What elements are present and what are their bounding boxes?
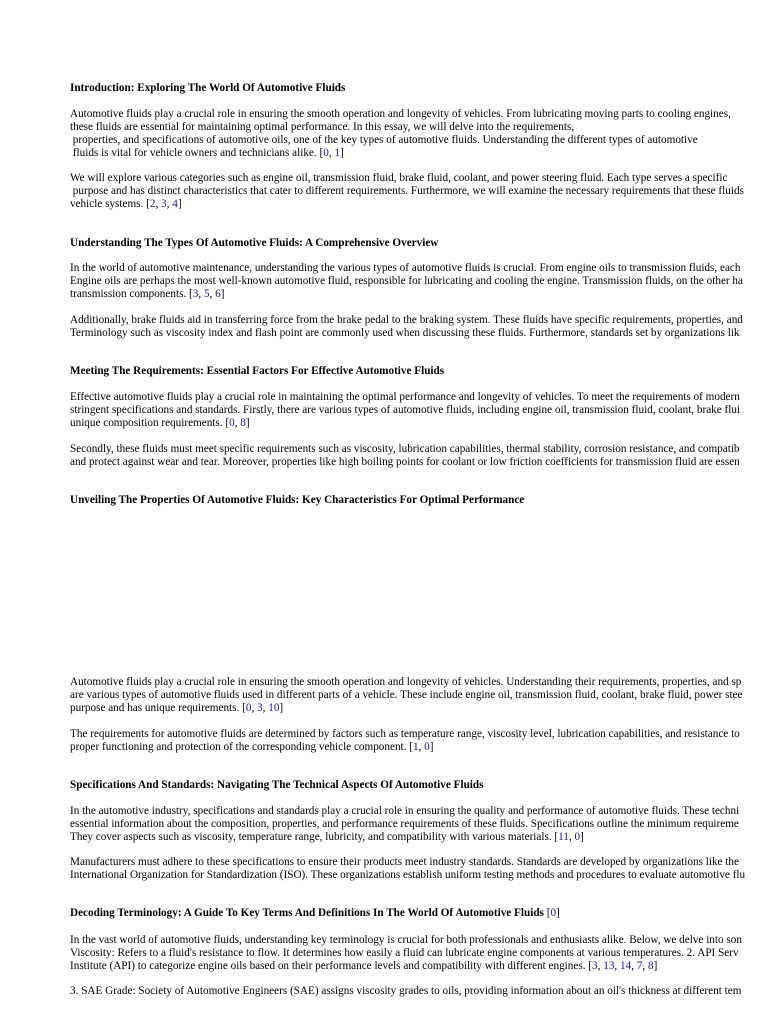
paragraph-line: In the vast world of automotive fluids, understanding key terminology is crucial for both professionals and enthusiasts alike. Below, we delve into son — [70, 934, 742, 946]
paragraph-line: We will explore various categories such as engine oil, transmission fluid, brake fluid, coolant, and power steering fluid. Each type serves a specific — [70, 172, 728, 184]
paragraph-line: these fluids are essential for maintaining optimal performance. In this essay, we will delve into the requirements, — [70, 121, 575, 133]
paragraph-line: stringent specifications and standards. Firstly, there are various types of automotive fluids, including engine oil, transmission fluid, coolant, brake flui — [70, 404, 741, 416]
paragraph-line: Institute (API) to categorize engine oils based on their performance levels and compatibility with different engines. [3, 13, 14, 7, 8] — [70, 960, 658, 972]
citation-link[interactable]: 13 — [603, 960, 615, 972]
paragraph-line: properties, and specifications of automotive oils, one of the key types of automotive fluids. Understanding the different types of automotive — [70, 134, 698, 146]
paragraph-line: fluids is vital for vehicle owners and technicians alike. [0, 1] — [70, 147, 344, 159]
paragraph-line: Viscosity: Refers to a fluid's resistance to flow. It determines how easily a fluid can lubricate engine components at various temperatures. 2. API Serv — [70, 947, 739, 959]
paragraph-line: proper functioning and protection of the corresponding vehicle component. [1, 0] — [70, 741, 434, 753]
paragraph-line: Secondly, these fluids must meet specific requirements such as viscosity, lubrication capabilities, thermal stability, corrosion resistance, and compatib — [70, 443, 740, 455]
citation-link[interactable]: 1 — [334, 147, 340, 159]
citation-link[interactable]: 0 — [424, 741, 430, 753]
citation-link[interactable]: 0 — [574, 831, 581, 843]
paragraph-line: essential information about the composition, properties, and performance requirements of these fluids. Specifications outline the minimum requireme — [70, 818, 739, 830]
section-heading: Understanding The Types Of Automotive Fluids: A Comprehensive Overview — [70, 237, 439, 249]
citation-link[interactable]: 3 — [192, 288, 199, 300]
paragraph-line: purpose and has distinct characteristics that cater to different requirements. Furthermore, we will examine the necessary requirements that these fluids — [70, 185, 744, 197]
citation-link[interactable]: 0 — [550, 907, 557, 919]
paragraph-line: The requirements for automotive fluids are determined by factors such as temperature range, viscosity level, lubrication capabilities, and resistance to — [70, 728, 740, 740]
section-heading: Introduction: Exploring The World Of Automotive Fluids — [70, 82, 346, 94]
section-heading: Meeting The Requirements: Essential Factors For Effective Automotive Fluids — [70, 365, 445, 377]
paragraph-line: transmission components. [3, 5, 6] — [70, 288, 225, 300]
citation-link[interactable]: 11 — [558, 831, 569, 843]
citation-link[interactable]: 3 — [592, 960, 598, 972]
paragraph-line: In the automotive industry, specifications and standards play a crucial role in ensuring the quality and performance of automotive fluids. These techni — [70, 805, 740, 817]
paragraph-line: 3. SAE Grade: Society of Automotive Engineers (SAE) assigns viscosity grades to oils, providing information about an oil's thickness at different tem — [70, 985, 742, 997]
paragraph-line: Additionally, brake fluids aid in transferring force from the brake pedal to the braking system. These fluids have specific requirements, properties, and — [70, 314, 743, 326]
citation-link[interactable]: 2 — [149, 198, 156, 210]
citation-link[interactable]: 1 — [412, 741, 419, 753]
paragraph-line: They cover aspects such as viscosity, temperature range, lubricity, and compatibility with various materials. [11, 0] — [70, 831, 584, 843]
paragraph-line: are various types of automotive fluids used in different parts of a vehicle. These include engine oil, transmission fluid, coolant, brake fluid, power stee — [70, 689, 743, 701]
paragraph-line: Terminology such as viscosity index and flash point are commonly used when discussing these fluids. Furthermore, standards set by organizations lik — [70, 327, 740, 339]
paragraph-line: Automotive fluids play a crucial role in ensuring the smooth operation and longevity of vehicles. Understanding their requirements, properties, and sp — [70, 676, 742, 688]
paragraph-line: purpose and has unique requirements. [0, 3, 10] — [70, 702, 284, 714]
paragraph-line: and protect against wear and tear. Moreover, properties like high boiling points for coolant or low friction coefficients for transmission fluid are essen — [70, 456, 740, 468]
citation-link[interactable]: 4 — [172, 198, 178, 210]
paragraph-line: In the world of automotive maintenance, understanding the various types of automotive fluids is crucial. From engine oils to transmission fluids, each — [70, 262, 741, 274]
citation-link[interactable]: 5 — [203, 288, 210, 300]
paragraph-line: International Organization for Standardization (ISO). These organizations establish uniform testing methods and procedures to evaluate automotive flu — [70, 869, 746, 881]
citation-link[interactable]: 0 — [323, 147, 329, 159]
paragraph-line: Manufacturers must adhere to these specifications to ensure their products meet industry standards. Standards are developed by organizations like the — [70, 856, 739, 868]
citation-link[interactable]: 6 — [215, 288, 221, 300]
citation-link[interactable]: 7 — [636, 960, 643, 972]
citation-link[interactable]: 8 — [240, 417, 246, 429]
citation-link[interactable]: 0 — [245, 702, 252, 714]
paragraph-line: Engine oils are perhaps the most well-known automotive fluid, responsible for lubricating and cooling the engine. Transmission fluids, on the other ha — [70, 275, 743, 287]
section-heading: Specifications And Standards: Navigating The Technical Aspects Of Automotive Fluids — [70, 779, 484, 791]
citation-link[interactable]: 14 — [620, 960, 632, 972]
citation-link[interactable]: 0 — [229, 417, 235, 429]
citation-link[interactable]: 3 — [257, 702, 263, 714]
section-heading: Unveiling The Properties Of Automotive Fluids: Key Characteristics For Optimal Performance — [70, 494, 525, 506]
citation-link[interactable]: 8 — [647, 960, 654, 972]
section-heading: Decoding Terminology: A Guide To Key Terms And Definitions In The World Of Automotive Fluids [0] — [70, 907, 560, 919]
paragraph-line: Effective automotive fluids play a crucial role in maintaining the optimal performance and longevity of vehicles. To meet the requirements of modern — [70, 391, 740, 403]
paragraph-line: unique composition requirements. [0, 8] — [70, 417, 250, 429]
paragraph-line: vehicle systems. [2, 3, 4] — [70, 198, 182, 210]
citation-link[interactable]: 10 — [268, 702, 280, 714]
paragraph-line: Automotive fluids play a crucial role in ensuring the smooth operation and longevity of vehicles. From lubricating moving parts to cooling engines, — [70, 108, 731, 120]
citation-link[interactable]: 3 — [161, 198, 167, 210]
